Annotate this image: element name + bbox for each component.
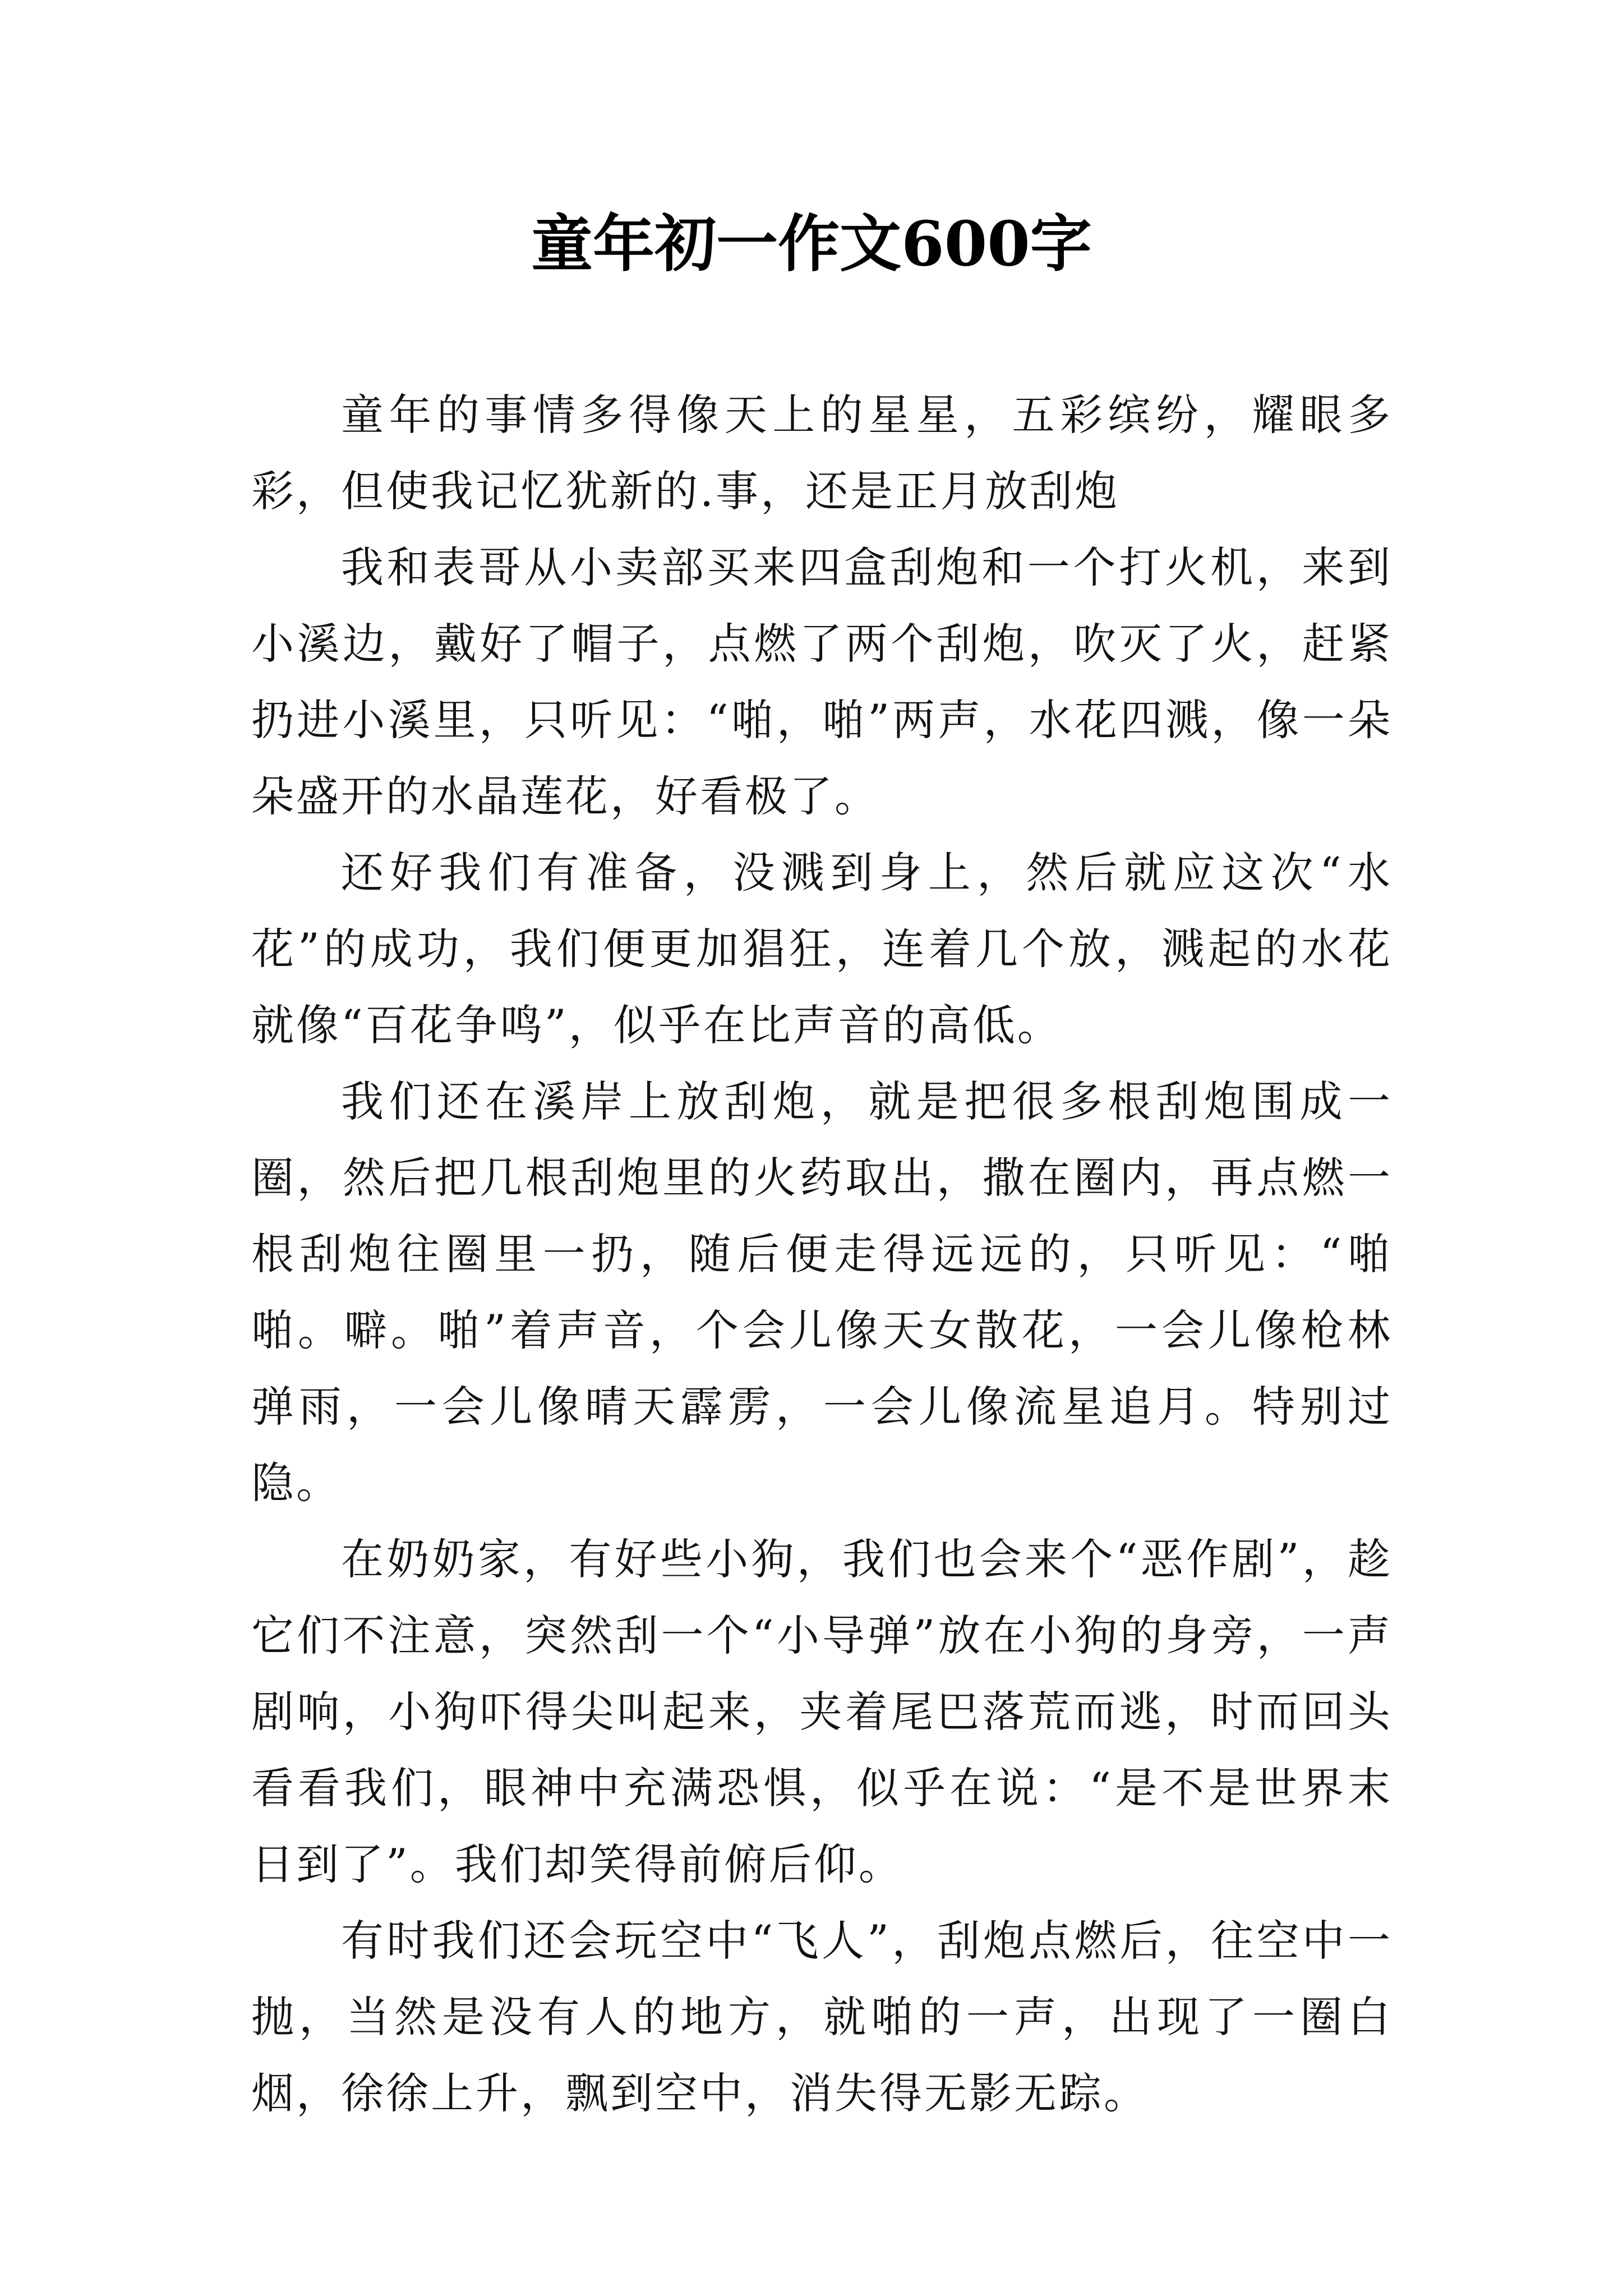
document-title: 童年初一作文600字	[531, 208, 1092, 280]
paragraph: 我和表哥从小卖部买来四盒刮炮和一个打火机，来到小溪边，戴好了帽子，点燃了两个刮炮，吹灭了火，赶紧扔进小溪里，只听见：“啪，啪”两声，水花四溅，像一朵朵盛开的水晶莲花，好看极了。	[251, 542, 1393, 821]
paragraph: 童年的事情多得像天上的星星，五彩缤纷，耀眼多彩，但使我记忆犹新的.事，还是正月放刮炮	[251, 390, 1393, 516]
paragraph: 在奶奶家，有好些小狗，我们也会来个“恶作剧”，趁它们不注意，突然刮一个“小导弹”放在小狗的身旁，一声剧响，小狗吓得尖叫起来，夹着尾巴落荒而逃，时而回头看看我们，眼神中充满恐惧，似乎在说：“是不是世界末日到了”。我们却笑得前俯后仰。	[251, 1534, 1393, 1889]
paragraph: 还好我们有准备，没溅到身上，然后就应这次“水花”的成功，我们便更加猖狂，连着几个放，溅起的水花就像“百花争鸣”，似乎在比声音的高低。	[251, 848, 1393, 1050]
paragraph: 有时我们还会玩空中“飞人”，刮炮点燃后，往空中一抛，当然是没有人的地方，就啪的一声，出现了一圈白烟，徐徐上升，飘到空中，消失得无影无踪。	[251, 1916, 1393, 2118]
document-body	[251, 377, 1393, 2132]
paragraph: 我们还在溪岸上放刮炮，就是把很多根刮炮围成一圈，然后把几根刮炮里的火药取出，撒在圈内，再点燃一根刮炮往圈里一扔，随后便走得远远的，只听见：“啪啪。噼。啪”着声音，个会儿像天女散花，一会儿像枪林弹雨，一会儿像晴天霹雳，一会儿像流星追月。特别过隐。	[251, 1076, 1393, 1508]
